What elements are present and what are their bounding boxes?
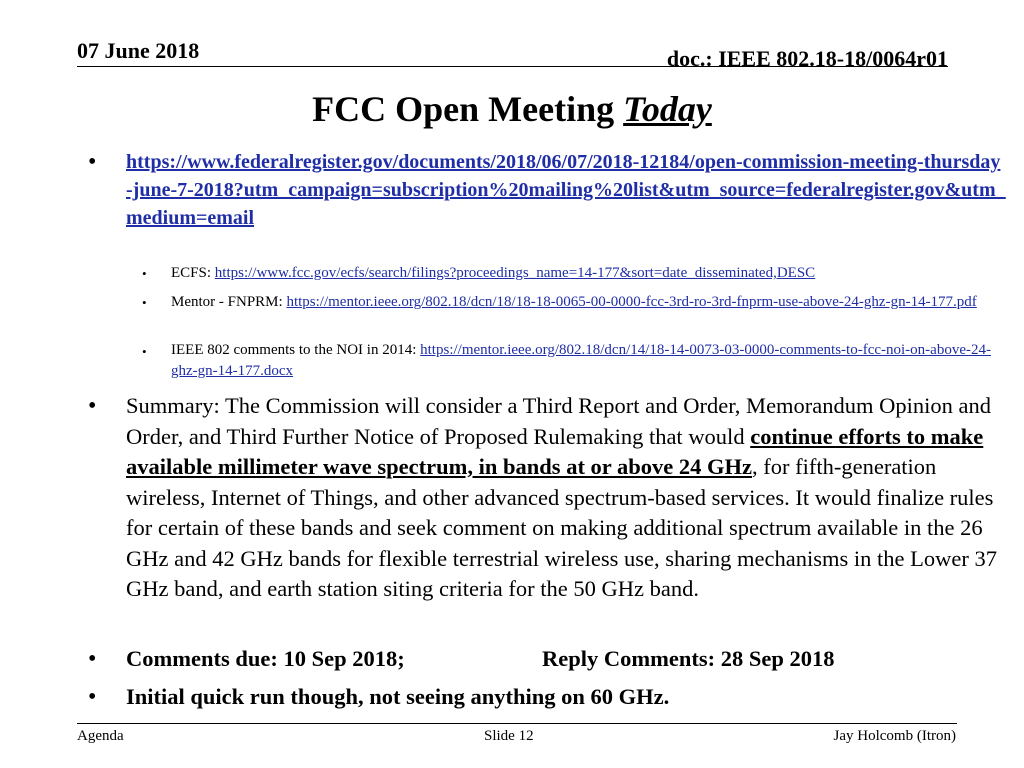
mentor-fnprm-label: Mentor - FNPRM: [171,294,287,310]
bullet-marker: • [88,684,97,710]
slide-title-main: FCC Open Meeting [312,89,624,129]
bullet-fed-register [126,148,1006,232]
sub-bullet-ecfs [171,263,971,284]
slide-title [0,88,1024,130]
footer-slide-number: Slide 12 [484,728,534,744]
header-divider [77,66,948,67]
footer-left: Agenda [77,728,124,744]
comments-due: Comments due: 10 Sep 2018; [126,646,405,671]
sub-bullet-noi-comments [171,340,996,382]
bullet-marker: • [88,393,97,419]
footer-right: Jay Holcomb (Itron) [833,728,956,744]
ecfs-label: ECFS: [171,265,215,281]
initial-run-note: Initial quick run though, not seeing anything on 60 GHz. [126,684,670,709]
ecfs-link[interactable]: https://www.fcc.gov/ecfs/search/filings?proceedings_name=14-177&sort=date_disseminated,DESC [214,265,816,281]
summary-highlight: continue efforts to make available millimeter wave spectrum, in bands at or above 24 GHz [126,423,984,479]
bullet-marker: • [88,646,97,672]
summary-text-post: , for fifth-generation wireless, Internet of Things, and other advanced spectrum-based services. It would finalize rules for certain of these bands and seek comment on making additional spectrum available in the 26 GHz and 42 GHz bands for flexible terrestrial wireless use, sharing mechanisms in the Lower 37 GHz band, and earth station siting criteria for the 50 GHz band. [126,454,997,601]
footer-divider [77,723,957,724]
header-date: 07 June 2018 [77,38,200,63]
sub-bullet-marker: • [142,344,147,359]
fed-register-link[interactable]: https://www.federalregister.gov/documents/2018/06/07/2018-12184/open-commission-meeting-thursday-june-7-2018?utm_campaign=subscription%20mailing%20list&utm_source=federalregister.gov&utm_medium=email [126,151,1006,229]
summary-paragraph [126,391,1006,605]
sub-bullet-mentor-fnprm [171,292,996,313]
summary-text-pre: Summary: The Commission will consider a Third Report and Order, Memorandum Opinion and Order, and Third Further Notice of Proposed Rulemaking that would [126,393,992,449]
sub-bullet-marker: • [142,266,147,281]
noi-comments-link[interactable]: https://mentor.ieee.org/802.18/dcn/14/18-14-0073-03-0000-comments-to-fcc-noi-on-above-24-ghz-gn-14-177.docx [171,342,991,379]
slide-title-emphasis: Today [623,89,712,129]
header-doc-id: doc.: IEEE 802.18-18/0064r01 [666,46,948,71]
mentor-fnprm-link[interactable]: https://mentor.ieee.org/802.18/dcn/18/18-18-0065-00-0000-fcc-3rd-ro-3rd-fnprm-use-above-24-ghz-gn-14-177.pdf [286,294,977,310]
sub-bullet-marker: • [142,295,147,310]
noi-comments-label: IEEE 802 comments to the NOI in 2014: [171,342,421,358]
bullet-marker: • [88,149,97,175]
reply-comments: Reply Comments: 28 Sep 2018 [542,646,835,671]
